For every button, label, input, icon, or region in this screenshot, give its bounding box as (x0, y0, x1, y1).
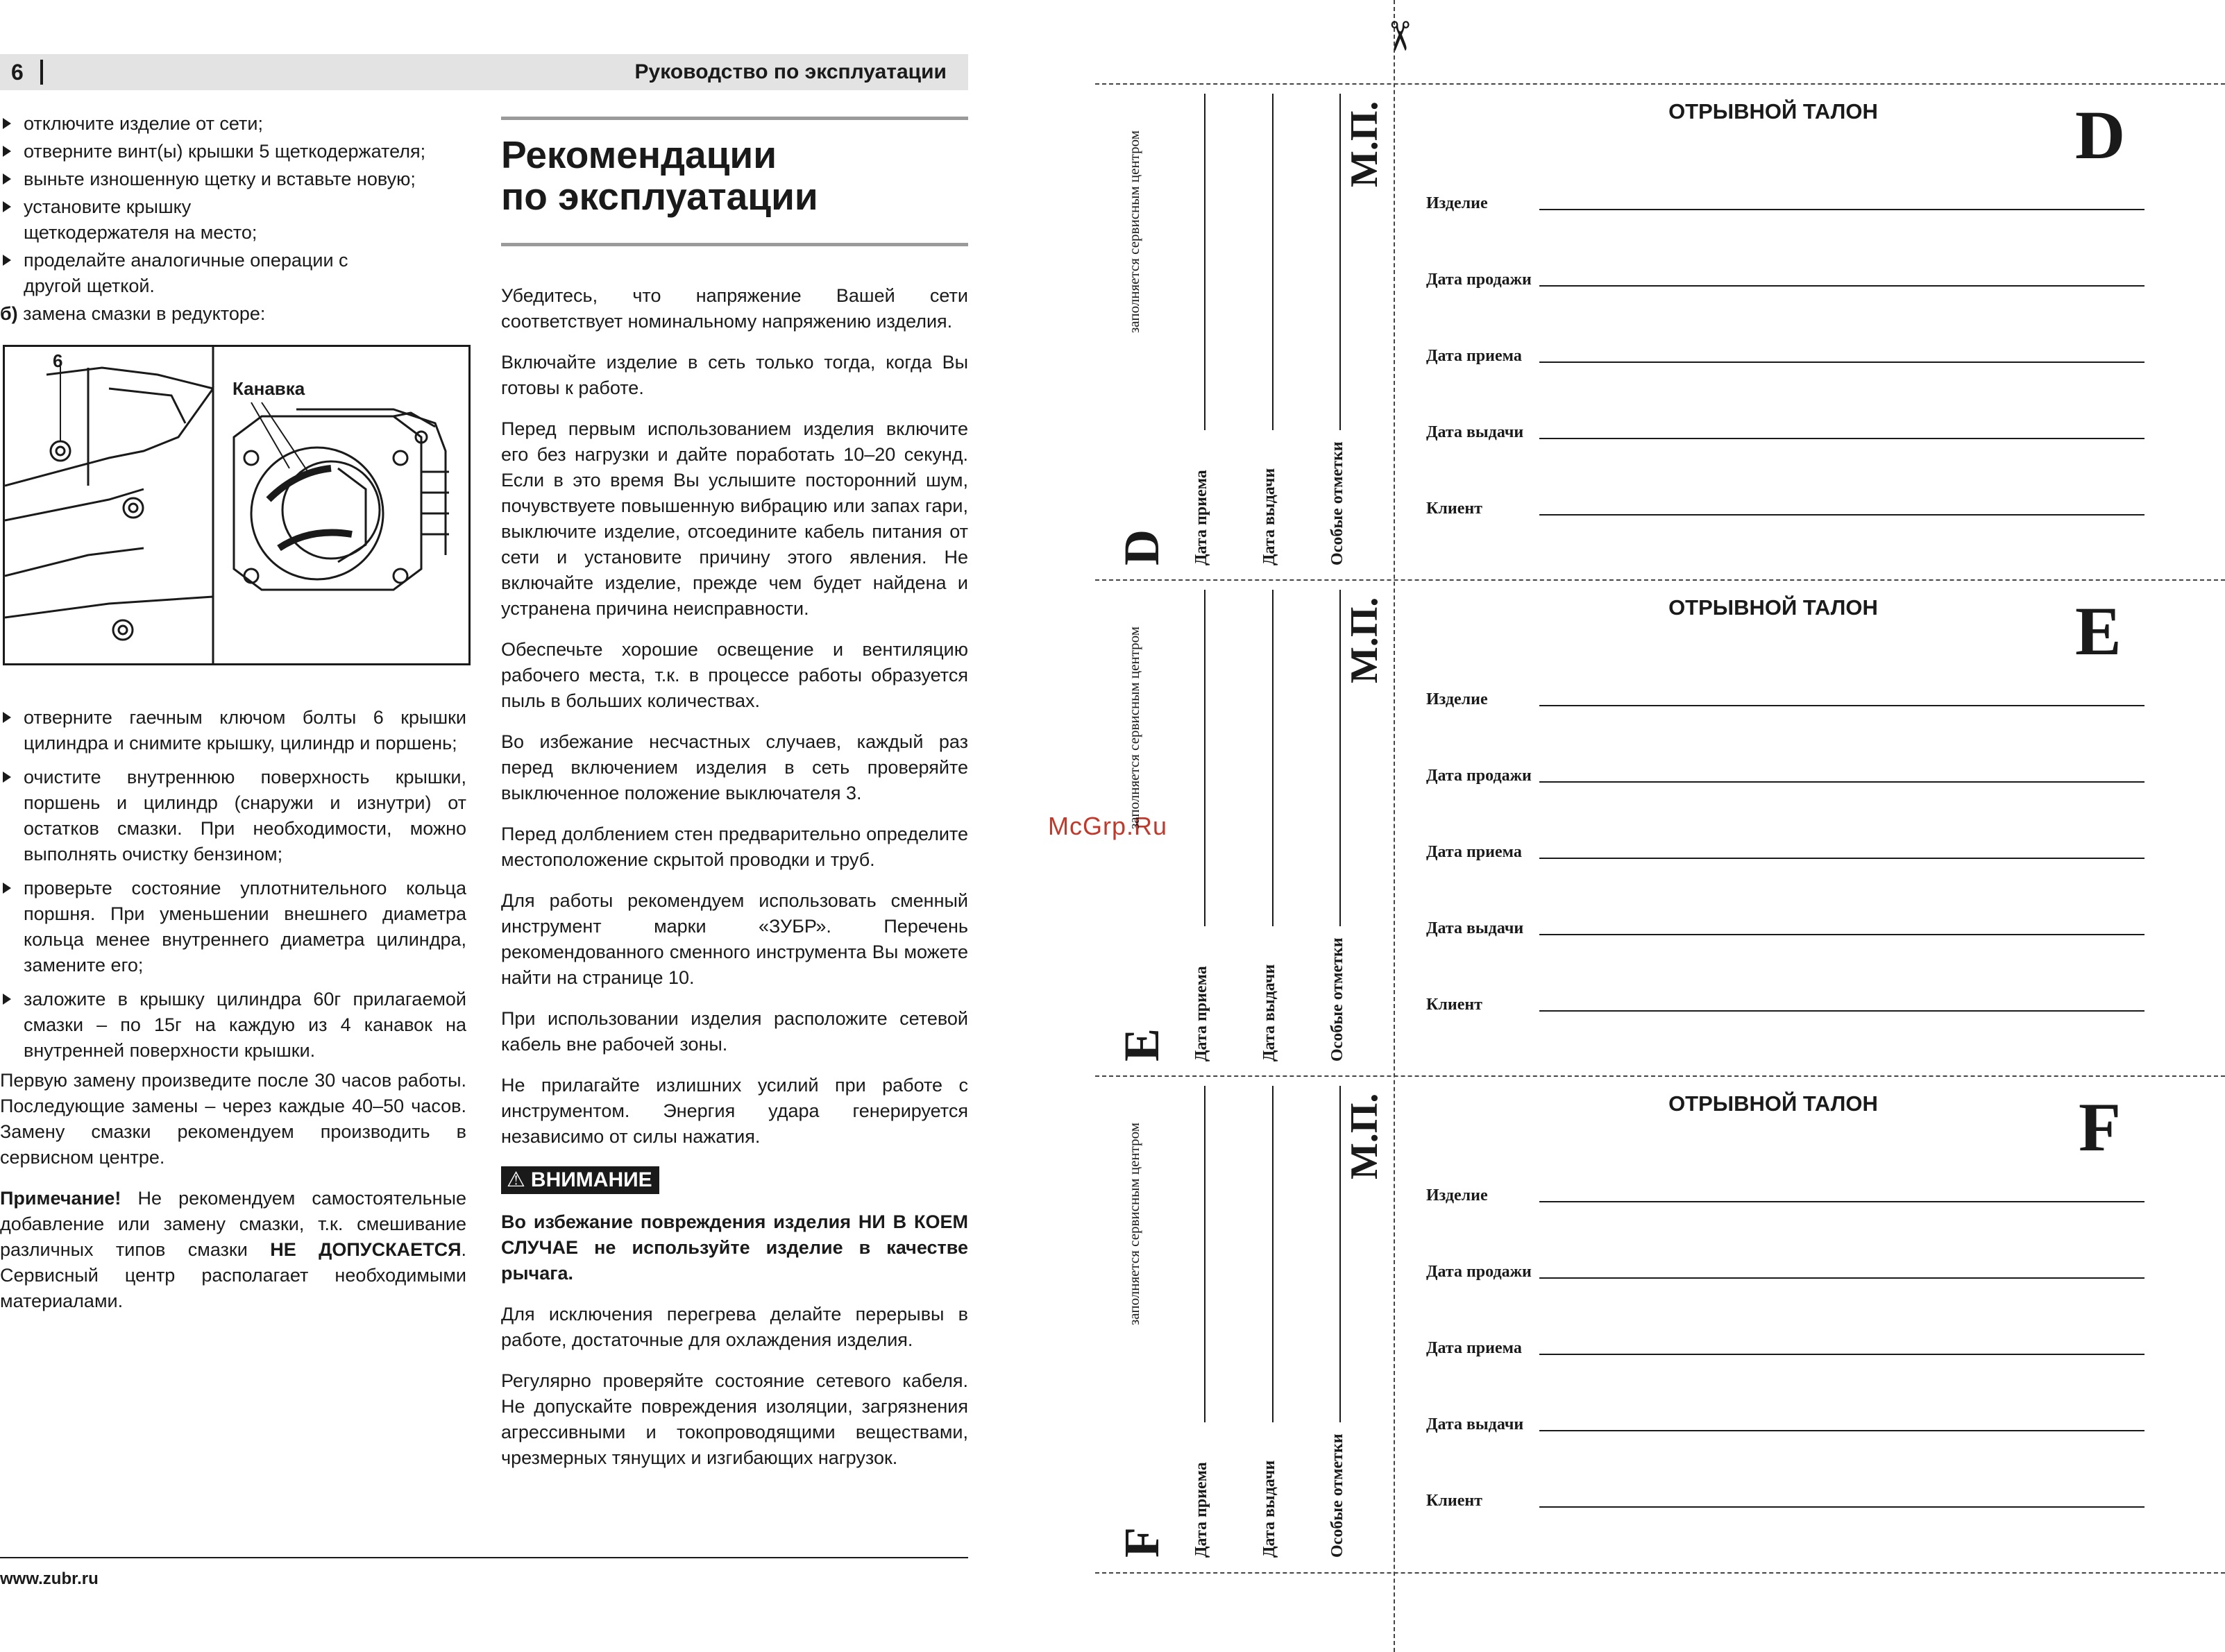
coupon-field-line (1539, 1201, 2144, 1202)
coupon-side-date-received: Дата приема (1192, 1462, 1210, 1558)
coupon-letter: D (2075, 96, 2126, 173)
side-field-line (1204, 94, 1205, 430)
vertical-cut-line (1394, 0, 1395, 1652)
coupon-field-line (1539, 705, 2144, 706)
list-item: отключите изделие от сети; (0, 111, 466, 137)
coupon-field-line (1539, 1354, 2144, 1355)
coupon-side-date-received: Дата приема (1192, 966, 1210, 1062)
cut-line-bottom (1095, 1572, 2225, 1574)
coupon-field-line (1539, 438, 2144, 439)
coupon-field-label: Дата продажи (1426, 271, 1532, 289)
coupon-letter: F (2079, 1089, 2122, 1166)
coupon-field-label: Изделие (1426, 194, 1488, 212)
coupon-side-letter: D (1114, 529, 1169, 565)
coupon-side-date-issued: Дата выдачи (1260, 964, 1278, 1062)
watermark: McGrp.Ru (1048, 812, 1168, 840)
paragraph: Для исключения перегрева делайте перерывы в работе, достаточные для охлаждения изделия. (501, 1304, 968, 1350)
coupon-field-label: Изделие (1426, 690, 1488, 708)
coupon-side-stamp: М.П. (1343, 101, 1386, 187)
coupon-field-label: Дата продажи (1426, 767, 1532, 785)
list-item: установите крышку щеткодержателя на место; (0, 194, 466, 246)
side-field-line (1272, 94, 1274, 430)
list-item: отверните винт(ы) крышки 5 щеткодержателя; (0, 139, 466, 164)
footer-url: www.zubr.ru (0, 1569, 99, 1588)
coupon-side-special-notes: Особые отметки (1328, 937, 1346, 1062)
coupon-letter: E (2075, 593, 2122, 670)
note-paragraph (0, 1186, 466, 1314)
note-text-1: Не рекомендуем самостоятельные добавление или замену смазки, т.к. смешивание различных типов смазки (0, 1188, 466, 1260)
side-field-line (1339, 590, 1341, 926)
coupon-field-line (1539, 514, 2144, 516)
list-item: выньте изношенную щетку и вставьте новую; (0, 167, 466, 192)
list-item: проверьте состояние уплотнительного кольца поршня. При уменьшении внешнего диаметра кольца менее внутреннего диаметра цилиндра, замените его; (0, 876, 466, 978)
paragraph: Обеспечьте хорошие освещение и вентиляцию рабочего места, т.к. в процессе работы образуется пыль в больших количествах. (501, 639, 968, 711)
cut-line-1 (1095, 579, 2225, 581)
figure-label-groove: Канавка (232, 378, 305, 399)
list-item: заложите в крышку цилиндра 60г прилагаемой смазки – по 15г на каждую из 4 канавок на внутренней поверхности крышки. (0, 987, 466, 1064)
coupon-side-stamp: М.П. (1343, 1093, 1386, 1180)
subhead-label: б) (0, 303, 18, 324)
coupon-side-letter: E (1114, 1028, 1169, 1062)
coupon-field-line (1539, 858, 2144, 859)
warning-label: ВНИМАНИЕ (530, 1168, 652, 1191)
coupon-field-label: Клиент (1426, 1492, 1482, 1510)
paragraph: Убедитесь, что напряжение Вашей сети соответствует номинальному напряжению изделия. (501, 285, 968, 332)
side-field-line (1204, 590, 1205, 926)
note-label: Примечание! (0, 1188, 121, 1209)
coupon-side-special-notes: Особые отметки (1328, 1433, 1346, 1558)
paragraph: Перед первым использованием изделия включите его без нагрузки и дайте поработать 10–20 секунд. Если в это время Вы услышите посторонний шум, почувствуете повышенную вибрацию или запах гари, выключите изделие, отсоедините кабель питания от сети и установите причину этого явления. Не включайте изделие, прежде чем будет найдена и устранена причина неисправности. (501, 418, 968, 619)
coupon-field-label: Изделие (1426, 1186, 1488, 1204)
cut-line-top (1095, 83, 2225, 85)
list-item: очистите внутреннюю поверхность крышки, поршень и цилиндр (снаружи и изнутри) от остатков смазки. При необходимости, можно выполнять очистку бензином; (0, 765, 466, 867)
coupon-side-filled-by: заполняется сервисным центром (1126, 1122, 1142, 1325)
coupon-side-date-issued: Дата выдачи (1260, 468, 1278, 565)
list-item: проделайте аналогичные операции с другой щеткой. (0, 248, 466, 299)
coupon-side-filled-by: заполняется сервисным центром (1126, 626, 1142, 829)
left-column-top (0, 111, 466, 327)
coupon-field-line (1539, 209, 2144, 210)
lubricant-replacement-steps (0, 705, 466, 1064)
scissors-icon: ✂ (1376, 19, 1422, 53)
paragraph: Включайте изделие в сеть только тогда, когда Вы готовы к работе. (501, 352, 968, 398)
paragraph: При использовании изделия расположите сетевой кабель вне рабочей зоны. (501, 1008, 968, 1055)
coupon-field-label: Дата приема (1426, 843, 1522, 861)
coupon-title: ОТРЫВНОЙ ТАЛОН (1668, 99, 1878, 124)
list-item: отверните гаечным ключом болты 6 крышки цилиндра и снимите крышку, цилиндр и поршень; (0, 705, 466, 756)
section-title (501, 134, 968, 217)
coupon-title: ОТРЫВНОЙ ТАЛОН (1668, 595, 1878, 620)
coupon-field-line (1539, 1010, 2144, 1012)
figure-label-6: 6 (53, 350, 63, 371)
coupon-title: ОТРЫВНОЙ ТАЛОН (1668, 1091, 1878, 1116)
coupon-field-label: Дата продажи (1426, 1263, 1532, 1281)
coupon-side-stamp: М.П. (1343, 597, 1386, 683)
brush-replacement-steps (0, 111, 466, 299)
left-column-bottom (0, 705, 466, 1314)
footer-rule (0, 1557, 968, 1558)
coupon-field-label: Клиент (1426, 500, 1482, 518)
coupon-field-line (1539, 934, 2144, 935)
first-change-paragraph: Первую замену произведите после 30 часов работы. Последующие замены – через каждые 40–50 часов. Замену смазки рекомендуем производить в сервисном центре. (0, 1070, 466, 1168)
coupon-field-label: Дата приема (1426, 1339, 1522, 1357)
warning-badge (501, 1166, 659, 1194)
coupon-side-filled-by: заполняется сервисным центром (1126, 130, 1142, 333)
coupon-field-line (1539, 285, 2144, 287)
side-field-line (1204, 1086, 1205, 1422)
section-title-line-2: по эксплуатации (501, 175, 818, 218)
right-column (501, 283, 968, 1486)
subhead-lubricant (0, 301, 466, 327)
coupon-side-special-notes: Особые отметки (1328, 441, 1346, 565)
subhead-text: замена смазки в редукторе: (17, 303, 266, 324)
paragraph: Во избежание несчастных случаев, каждый раз перед включением изделия в сеть проверяйте выключенное положение выключателя 3. (501, 731, 968, 803)
paragraph: Перед долблением стен предварительно определите местоположение скрытой проводки и труб. (501, 824, 968, 870)
side-field-line (1272, 1086, 1274, 1422)
coupon-field-line (1539, 1506, 2144, 1508)
coupon-field-line (1539, 1277, 2144, 1279)
coupon-field-line (1539, 1430, 2144, 1431)
warning-icon: ⚠ (507, 1168, 525, 1191)
paragraph: Для работы рекомендуем использовать сменный инструмент марки «ЗУБР». Перечень рекомендованного сменного инструмента Вы можете найти на странице 10. (501, 890, 968, 988)
paragraph: Не прилагайте излишних усилий при работе с инструментом. Энергия удара генерируется независимо от силы нажатия. (501, 1075, 968, 1147)
coupon-field-line (1539, 781, 2144, 783)
cut-line-2 (1095, 1075, 2225, 1077)
header-title: Руководство по эксплуатации (634, 60, 947, 83)
note-text-2: . Сервисный центр располагает необходимыми материалами. (0, 1239, 466, 1311)
page-number-separator (40, 60, 43, 85)
coupon-field-label: Дата приема (1426, 347, 1522, 365)
page-number: 6 (11, 60, 24, 85)
coupon-field-label: Дата выдачи (1426, 423, 1524, 441)
coupon-side-date-issued: Дата выдачи (1260, 1460, 1278, 1558)
coupon-field-label: Дата выдачи (1426, 919, 1524, 937)
section-rule-top (501, 117, 968, 120)
section-title-line-1: Рекомендации (501, 133, 777, 176)
coupon-side-date-received: Дата приема (1192, 470, 1210, 565)
paragraph: Регулярно проверяйте состояние сетевого кабеля. Не допускайте повреждения изоляции, загрязнения агрессивными и токопроводящими веществами, чрезмерных тянущих и изгибающих нагрузок. (501, 1370, 968, 1468)
coupon-field-label: Клиент (1426, 996, 1482, 1014)
side-field-line (1339, 94, 1341, 430)
coupon-field-line (1539, 361, 2144, 363)
section-rule-bottom (501, 243, 968, 246)
coupon-field-label: Дата выдачи (1426, 1415, 1524, 1433)
side-field-line (1272, 590, 1274, 926)
warning-text: Во избежание повреждения изделия НИ В КОЕМ СЛУЧАЕ не используйте изделие в качестве рычага. (501, 1211, 968, 1284)
note-strong: НЕ ДОПУСКАЕТСЯ (270, 1239, 462, 1260)
side-field-line (1339, 1086, 1341, 1422)
coupon-side-letter: F (1114, 1527, 1169, 1558)
